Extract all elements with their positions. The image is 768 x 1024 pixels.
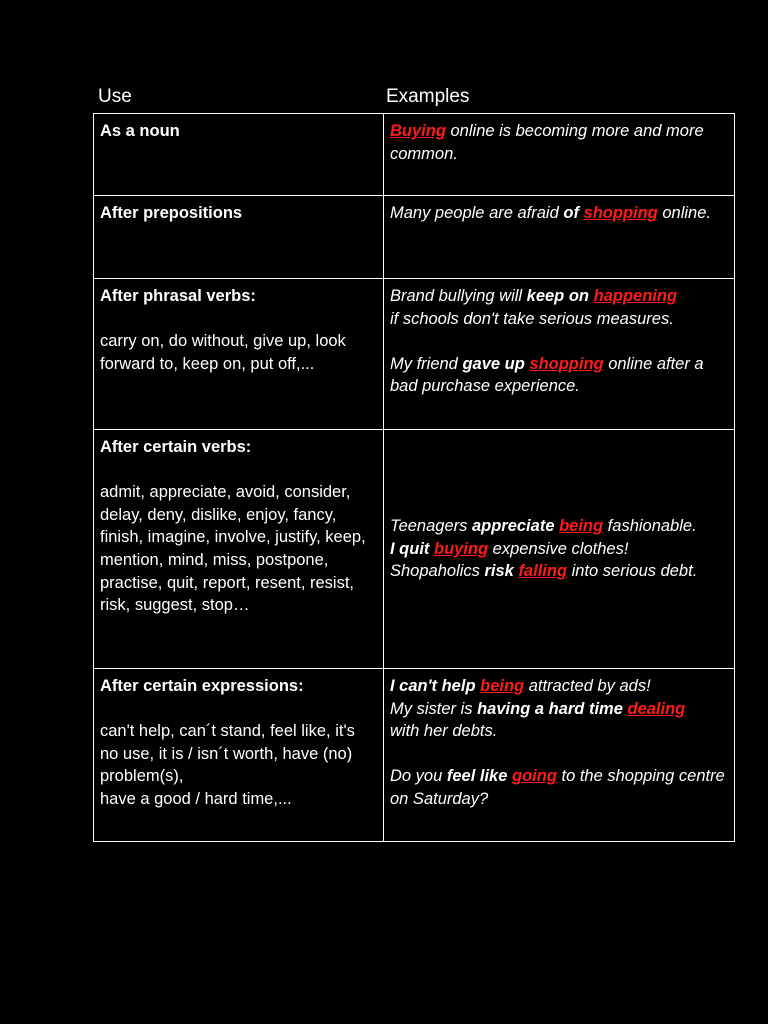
example-text: online. bbox=[657, 204, 711, 222]
use-cell bbox=[94, 430, 384, 669]
gerund-highlight: happening bbox=[593, 287, 678, 305]
table-row bbox=[94, 430, 735, 669]
example-line bbox=[390, 308, 728, 331]
use-title: After certain verbs: bbox=[100, 438, 252, 456]
use-list: admit, appreciate, avoid, consider, delay, deny, dislike, enjoy, fancy, finish, imagine, involve, justify, keep, mention, mind, miss, postpone, practise, quit, report, resent, resist, risk, suggest, stop… bbox=[100, 483, 366, 615]
trigger-phrase: I quit bbox=[390, 539, 430, 558]
example-text: if schools don't take serious measures. bbox=[390, 309, 674, 328]
example-line bbox=[390, 675, 728, 698]
use-cell bbox=[94, 196, 384, 279]
example-line bbox=[390, 698, 728, 721]
example-text: My sister is bbox=[390, 699, 478, 718]
trigger-phrase: gave up bbox=[462, 354, 525, 373]
example-text: online after a bad purchase experience. bbox=[390, 354, 704, 396]
example-line bbox=[390, 202, 728, 225]
use-list: carry on, do without, give up, look forward to, keep on, put off,... bbox=[100, 332, 346, 373]
example-line bbox=[390, 120, 728, 165]
use-title: As a noun bbox=[100, 122, 180, 140]
trigger-phrase: having a hard time bbox=[477, 699, 623, 718]
trigger-phrase: of bbox=[563, 204, 579, 222]
example-text: with her debts. bbox=[390, 722, 498, 741]
example-line bbox=[390, 285, 728, 308]
example-line bbox=[390, 720, 728, 743]
gerund-highlight: shopping bbox=[583, 204, 658, 222]
examples-cell bbox=[384, 430, 735, 669]
column-header-examples: Examples bbox=[386, 86, 470, 107]
examples-cell bbox=[384, 669, 735, 842]
example-line bbox=[390, 353, 728, 398]
example-text: fashionable. bbox=[603, 517, 697, 536]
example-text: Shopaholics bbox=[390, 562, 485, 581]
examples-cell bbox=[384, 196, 735, 279]
examples-cell bbox=[384, 279, 735, 430]
use-list: can't help, can´t stand, feel like, it's no use, it is / isn´t worth, have (no) problem(s), have a good / hard time,... bbox=[100, 722, 355, 808]
table-row bbox=[94, 114, 735, 196]
gerund-highlight: going bbox=[512, 767, 557, 786]
example-line bbox=[390, 560, 728, 583]
example-line bbox=[390, 538, 728, 561]
table-row bbox=[94, 279, 735, 430]
use-cell bbox=[94, 669, 384, 842]
column-header-use: Use bbox=[98, 86, 132, 107]
gerund-highlight: shopping bbox=[529, 354, 604, 373]
example-text: Many people are afraid bbox=[390, 204, 564, 222]
gerund-highlight: falling bbox=[518, 562, 568, 581]
trigger-phrase: risk bbox=[484, 562, 514, 581]
example-text: Teenagers bbox=[390, 517, 472, 536]
use-cell bbox=[94, 114, 384, 196]
use-title: After phrasal verbs: bbox=[100, 287, 256, 305]
gerund-highlight: being bbox=[480, 677, 525, 695]
example-text: online is becoming more and more common. bbox=[390, 122, 704, 163]
use-title: After certain expressions: bbox=[100, 677, 304, 695]
trigger-phrase: appreciate bbox=[471, 517, 555, 536]
example-text: My friend bbox=[390, 354, 463, 373]
gerund-highlight: dealing bbox=[627, 699, 686, 718]
use-title: After prepositions bbox=[100, 204, 243, 222]
gerund-highlight: buying bbox=[434, 539, 489, 558]
example-line bbox=[390, 515, 728, 538]
example-text: into serious debt. bbox=[567, 562, 698, 581]
table-row bbox=[94, 669, 735, 842]
gerund-highlight: Buying bbox=[390, 122, 446, 140]
example-line bbox=[390, 765, 728, 810]
examples-cell bbox=[384, 114, 735, 196]
use-cell bbox=[94, 279, 384, 430]
example-text: attracted by ads! bbox=[524, 677, 651, 695]
example-text: Brand bullying will bbox=[390, 287, 527, 305]
example-text: to the shopping centre on Saturday? bbox=[390, 767, 725, 808]
example-text: expensive clothes! bbox=[488, 539, 629, 558]
trigger-phrase: keep on bbox=[526, 287, 590, 305]
table-row bbox=[94, 196, 735, 279]
example-text: Do you bbox=[390, 767, 447, 786]
trigger-phrase: feel like bbox=[446, 767, 508, 786]
gerund-uses-table bbox=[93, 113, 735, 842]
trigger-phrase: I can't help bbox=[390, 677, 476, 695]
gerund-highlight: being bbox=[559, 517, 604, 536]
